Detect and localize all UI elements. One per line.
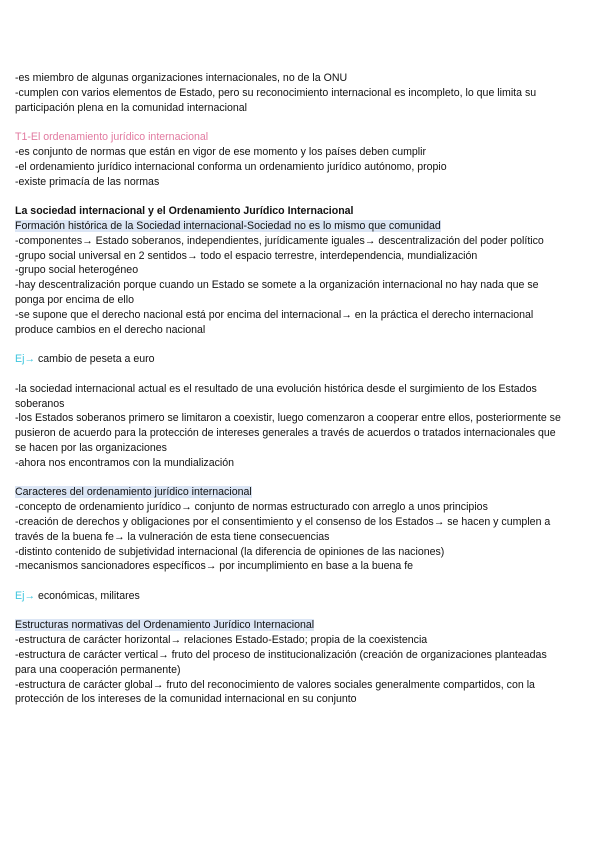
list-item: -mecanismos sancionadores específicos→ por incumplimiento en base a la buena fe <box>15 560 414 573</box>
list-item: soberanos <box>15 397 65 410</box>
list-item: -estructura de carácter global→ fruto del reconocimiento de valores sociales generalmente compartidos, con la <box>15 678 535 691</box>
list-item: -los Estados soberanos primero se limitaron a coexistir, luego comenzaron a cooperar entre ellos, posteriormente se <box>15 412 561 425</box>
list-item: ponga por encima de ello <box>15 293 134 306</box>
intro-line: -cumplen con varios elementos de Estado, pero su reconocimiento internacional es incompleto, lo que limita su <box>15 86 537 99</box>
list-item: -estructura de carácter horizontal→ relaciones Estado-Estado; propia de la coexistencia <box>15 634 428 647</box>
list-item: -es conjunto de normas que están en vigor de ese momento y los países deben cumplir <box>15 145 427 158</box>
list-item: para una cooperación permanente) <box>15 663 181 676</box>
intro-line: participación plena en la comunidad internacional <box>15 101 248 114</box>
list-item: produce cambios en el derecho nacional <box>15 323 206 336</box>
list-item: -se supone que el derecho nacional está por encima del internacional→ en la práctica el derecho internacional <box>15 308 534 321</box>
intro-line: -es miembro de algunas organizaciones internacionales, no de la ONU <box>15 72 348 84</box>
subsection-heading: Caracteres del ordenamiento jurídico internacional <box>15 486 252 499</box>
document-page <box>15 71 590 707</box>
list-item: -grupo social universal en 2 sentidos→ todo el espacio terrestre, interdependencia, mundialización <box>15 249 478 262</box>
topic-heading: T1-El ordenamiento jurídico internacional <box>15 131 209 144</box>
list-item: -el ordenamiento jurídico internacional conforma un ordenamiento jurídico autónomo, propio <box>15 160 447 173</box>
section-title: La sociedad internacional y el Ordenamiento Jurídico Internacional <box>15 205 354 218</box>
subsection-heading: Formación histórica de la Sociedad internacional-Sociedad no es lo mismo que comunidad <box>15 219 441 232</box>
list-item: -distinto contenido de subjetividad internacional (la diferencia de opiniones de las naciones) <box>15 545 445 558</box>
list-item: se hacen por las organizaciones <box>15 441 167 454</box>
list-item: protección de los intereses de la comunidad internacional en su conjunto <box>15 693 357 706</box>
list-item: -la sociedad internacional actual es el resultado de una evolución histórica desde el surgimiento de los Estados <box>15 382 537 395</box>
example-line <box>15 589 590 604</box>
list-item: -hay descentralización porque cuando un Estado se somete a la organización internacional no hay nada que se <box>15 279 539 292</box>
example-line <box>15 352 590 367</box>
list-item: través de la buena fe→ la vulneración de esta tiene consecuencias <box>15 530 330 543</box>
list-item: -concepto de ordenamiento jurídico→ conjunto de normas estructurado con arreglo a unos principios <box>15 501 488 514</box>
example-text: cambio de peseta a euro <box>35 353 155 366</box>
list-item: -estructura de carácter vertical→ fruto del proceso de institucionalización (creación de organizaciones planteadas <box>15 649 547 662</box>
list-item: -creación de derechos y obligaciones por el consentimiento y el consenso de los Estados→ se hacen y cumplen a <box>15 515 551 528</box>
list-item: -existe primacía de las normas <box>15 175 160 188</box>
example-text: económicas, militares <box>35 589 140 602</box>
list-item: pusieron de acuerdo para la protección de intereses generales a través de acuerdos o tratados internacionales que <box>15 427 556 440</box>
list-item: -ahora nos encontramos con la mundialización <box>15 456 235 469</box>
subsection-heading: Estructuras normativas del Ordenamiento Jurídico Internacional <box>15 619 315 632</box>
example-label: Ej→ <box>15 589 36 602</box>
list-item: -componentes→ Estado soberanos, independientes, jurídicamente iguales→ descentralización del poder político <box>15 234 544 247</box>
example-label: Ej→ <box>15 353 36 366</box>
list-item: -grupo social heterogéneo <box>15 264 139 277</box>
